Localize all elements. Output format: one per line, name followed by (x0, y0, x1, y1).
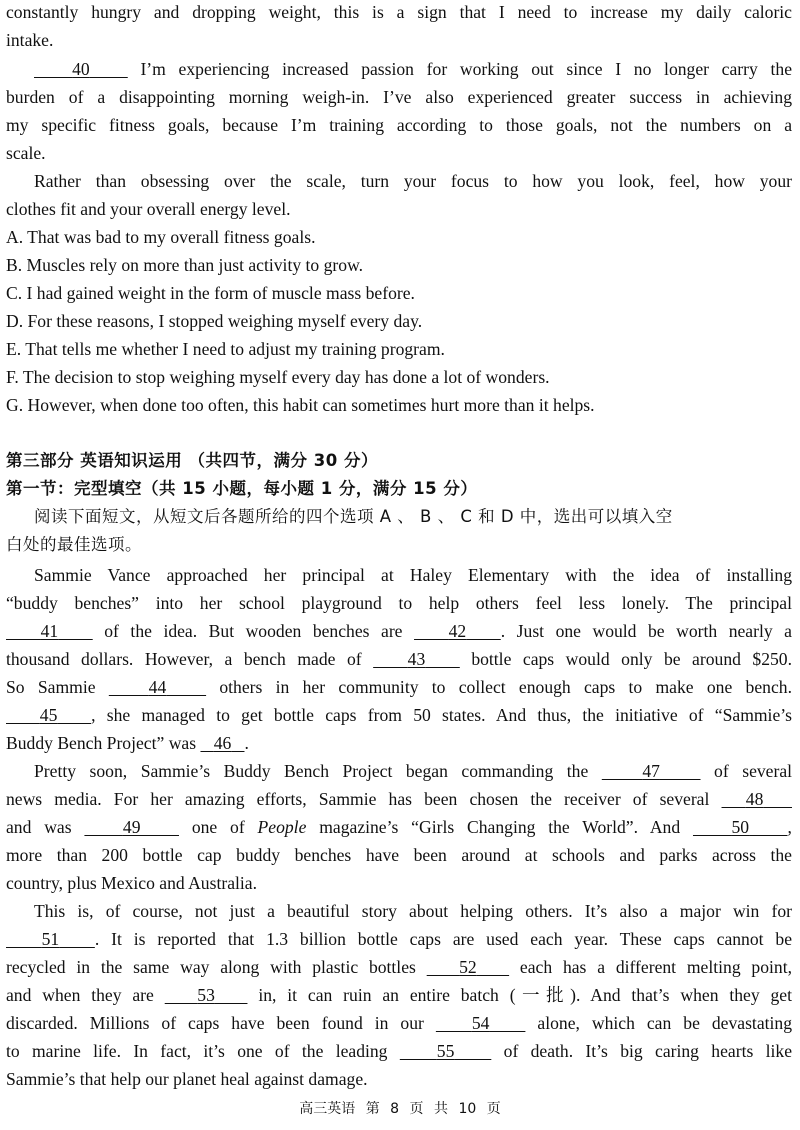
cloze-text-line: discarded. Millions of caps have been found in our 54 alone, which can be devastating (6, 1013, 792, 1033)
cloze-text-line: to marine life. In fact, it’s one of the leading 55 of death. It’s big caring hearts like (6, 1041, 793, 1061)
section1-heading: 第一节：完型填空（共 15 小题，每小题 1 分，满分 15 分） (6, 479, 478, 498)
blank-52: 52 (459, 957, 477, 977)
cloze-text-line: 45 , she managed to get bottle caps from 50 states. And thus, the initiative of “Sammie’s (39, 705, 792, 725)
cloze-text-line: thousand dollars. However, a bench made of 43 bottle caps would only be around $250. (6, 649, 793, 669)
reading-text-line: clothes fit and your overall energy level. (6, 199, 291, 219)
instructions-line: 白处的最佳选项。 (6, 535, 142, 554)
blank-45: 45 (39, 705, 58, 725)
option-d: D. For these reasons, I stopped weighing myself every day. (6, 311, 423, 331)
blank-47: 47 (642, 761, 660, 781)
reading-text-line: burden of a disappointing morning weigh-in. I’ve also experienced greater success in achieving (6, 87, 792, 107)
cloze-text-line: So Sammie 44 others in her community to collect enough caps to make one bench. (6, 677, 792, 697)
option-b: B. Muscles rely on more than just activity to grow. (6, 255, 364, 275)
blank-50: 50 (731, 817, 750, 837)
reading-text: I’m experiencing increased passion for working out since I no longer carry the (140, 59, 793, 79)
reading-text-line: constantly hungry and dropping weight, this is a sign that I need to increase my daily caloric (6, 2, 792, 22)
blank-48: 48 (745, 789, 764, 809)
page-footer: 高三英语 第 8 页 共 10 页 (299, 1101, 501, 1117)
blank-46: 46 (213, 733, 232, 753)
blank-55: 55 (436, 1041, 455, 1061)
question-40-line (34, 57, 792, 81)
blank-42: 42 (448, 621, 467, 641)
reading-text-line: my specific fitness goals, because I’m training according to those goals, not the numbers on a (6, 115, 792, 135)
option-g: G. However, when done too often, this habit can sometimes hurt more than it helps. (6, 395, 595, 415)
option-f: F. The decision to stop weighing myself every day has done a lot of wonders. (6, 367, 550, 387)
reading-text-line: Rather than obsessing over the scale, turn your focus to how you look, feel, how your (34, 171, 792, 191)
magazine-title: People (257, 817, 307, 837)
reading-text-line: scale. (6, 143, 46, 163)
blank-51: 51 (41, 929, 60, 949)
cloze-text-line: 51 . It is reported that 1.3 billion bottle caps are used each year. These caps cannot be (41, 929, 793, 949)
blank-43: 43 (407, 649, 426, 669)
cloze-text-line: recycled in the same way along with plastic bottles 52 each has a different melting point, (6, 957, 792, 977)
reading-text-line: intake. (6, 30, 54, 50)
cloze-text-line: “buddy benches” into her school playground to help others feel less lonely. The principal (6, 593, 792, 613)
part3-heading: 第三部分 英语知识运用 （共四节，满分 30 分） (6, 451, 378, 470)
blank-53: 53 (197, 985, 215, 1005)
option-a: A. That was bad to my overall fitness goals. (6, 227, 316, 247)
blank-40: 40 (72, 59, 90, 79)
cloze-text-line: Sammie’s that help our planet heal against damage. (6, 1069, 368, 1089)
blank-49: 49 (122, 817, 141, 837)
blank-44: 44 (148, 677, 167, 697)
cloze-text-line: country, plus Mexico and Australia. (6, 873, 257, 893)
cloze-text-line: and was 49 one of People magazine’s “Girls Changing the World”. And 50 , (6, 817, 792, 837)
cloze-text-line: news media. For her amazing efforts, Sammie has been chosen the receiver of several 48 (6, 789, 764, 809)
cloze-text-line: 41 of the idea. But wooden benches are 42 . Just one would be worth nearly a (40, 621, 792, 641)
blank-41: 41 (40, 621, 59, 641)
option-e: E. That tells me whether I need to adjust my training program. (6, 339, 445, 359)
cloze-text-line: This is, of course, not just a beautiful story about helping others. It’s also a major win for (34, 901, 792, 921)
instructions-line: 阅读下面短文，从短文后各题所给的四个选项 A 、 B 、 C 和 D 中，选出可以填入空 (34, 507, 673, 526)
cloze-text-line: and when they are 53 in, it can ruin an entire batch (一批). And that’s when they get (6, 985, 792, 1005)
cloze-text-line: more than 200 bottle cap buddy benches have been around at schools and parks across the (6, 845, 792, 865)
cloze-text-line: Pretty soon, Sammie’s Buddy Bench Project began commanding the 47 of several (34, 761, 793, 781)
option-c: C. I had gained weight in the form of muscle mass before. (6, 283, 415, 303)
cloze-text-line: Buddy Bench Project” was 46 . (6, 733, 249, 753)
cloze-text-line: Sammie Vance approached her principal at Haley Elementary with the idea of installing (34, 565, 792, 585)
blank-54: 54 (471, 1013, 490, 1033)
